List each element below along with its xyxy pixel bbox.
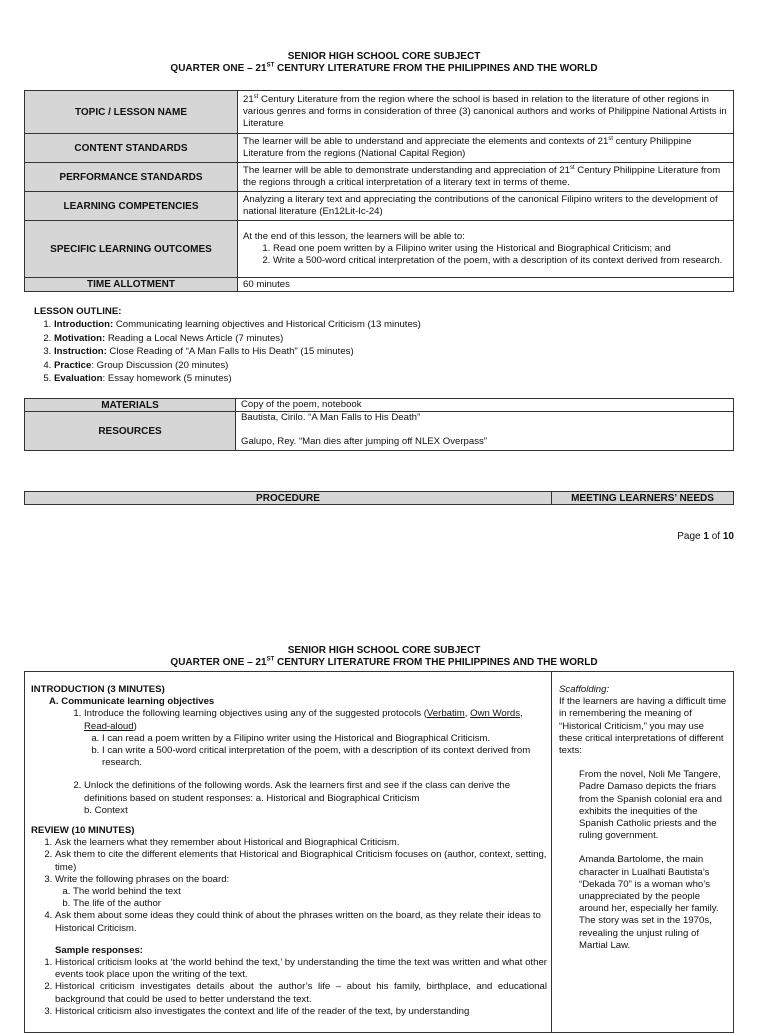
procedure-header <box>24 491 734 505</box>
learning-outcomes-label: SPECIFIC LEARNING OUTCOMES <box>25 221 238 278</box>
meeting-needs-label: MEETING LEARNERS’ NEEDS <box>552 492 734 505</box>
topic-label: TOPIC / LESSON NAME <box>25 91 238 134</box>
page-number: Page 1 of 10 <box>677 531 734 542</box>
header-line-2: QUARTER ONE – 21ST CENTURY LITERATURE FROM THE PHILIPPINES AND THE WORLD <box>170 62 598 74</box>
objective-item: b. I can write a 500-word critical interpretation of the poem, with a description of its context derived from research. <box>102 745 547 769</box>
time-allotment-value: 60 minutes <box>238 278 734 292</box>
introduction-heading: INTRODUCTION (3 MINUTES) <box>31 684 165 695</box>
document-header <box>0 51 768 75</box>
outline-item: 4. Practice: Group Discussion (20 minutes) <box>54 359 421 372</box>
resource-item: Bautista, Cirilo. “A Man Falls to His Death” <box>241 412 421 423</box>
phrase-item: a. The world behind the text <box>73 886 547 898</box>
introduction-steps <box>31 708 547 817</box>
list-item: 2. Ask them to cite the different elements that Historical and Biographical Criticism focuses on (author, context, setting, time) <box>55 849 547 873</box>
phrase-item: b. The life of the author <box>73 898 547 910</box>
objective-item: a. I can read a poem written by a Filipino writer using the Historical and Biographical Criticism. <box>102 733 547 745</box>
learning-competencies-value: Analyzing a literary text and appreciating the contributions of the canonical Filipino writers to the development of national literature (En12Lit-Ic-24) <box>238 192 734 221</box>
sample-responses-heading: Sample responses: <box>55 944 143 956</box>
content-standards-label: CONTENT STANDARDS <box>25 134 238 163</box>
list-item: 1. Introduce the following learning objectives using any of the suggested protocols (Verbatim, Own Words, Read-aloud) a. I can read a poem written by a Filipino writer using the Historical and Biographical Criticism. b. I can write a 500-word critical interpretation of the poem, with a description of its context derived from research. <box>84 708 547 780</box>
lesson-info-table <box>24 90 734 292</box>
procedure-label: PROCEDURE <box>25 492 552 505</box>
list-item: 1. Historical criticism looks at ‘the world behind the text,’ by understanding the time the text was written and what other events took place upon the writing of the text. <box>55 957 547 981</box>
learning-competencies-label: LEARNING COMPETENCIES <box>25 192 238 221</box>
lesson-outline <box>34 305 421 385</box>
outline-item: 5. Evaluation: Essay homework (5 minutes) <box>54 372 421 385</box>
list-item: 4. Ask them about some ideas they could think of about the phrases written on the board, as they relate their ideas to Historical Criticism. <box>55 910 547 934</box>
procedure-content <box>24 671 734 1033</box>
learning-outcomes-value: At the end of this lesson, the learners will be able to: 1. Read one poem written by a Filipino writer using the Historical and Biographical Criticism; and 2. Write a 500-word critical interpretation of the poem, with a description of its context derived from research. <box>238 221 734 278</box>
outline-item: 1. Introduction: Communicating learning objectives and Historical Criticism (13 minutes) <box>54 318 421 331</box>
lesson-outline-title: LESSON OUTLINE: <box>34 306 122 317</box>
scaffolding-intro: If the learners are having a difficult time in remembering the meaning of “Historical Criticism,” you may use these critical interpretations of different texts: <box>559 696 727 757</box>
list-item: 1. Ask the learners what they remember about Historical and Biographical Criticism. <box>55 837 547 849</box>
performance-standards-label: PERFORMANCE STANDARDS <box>25 163 238 192</box>
review-steps <box>31 837 547 935</box>
scaffolding-example: Amanda Bartolome, the main character in Lualhati Bautista’s “Dekada 70” is a woman who’s unappreciated by the people around her, especially her family. The story was set in the 1970s, revealing the unjust ruling of Martial Law. <box>579 854 719 951</box>
materials-value: Copy of the poem, notebook <box>236 399 734 412</box>
objectives-heading: A. Communicate learning objectives <box>49 696 215 708</box>
materials-label: MATERIALS <box>25 399 236 412</box>
header-line-2: QUARTER ONE – 21ST CENTURY LITERATURE FROM THE PHILIPPINES AND THE WORLD <box>170 656 598 668</box>
review-heading: REVIEW (10 MINUTES) <box>31 825 135 837</box>
header-line-1: SENIOR HIGH SCHOOL CORE SUBJECT <box>287 51 481 62</box>
outline-item: 2. Motivation: Reading a Local News Article (7 minutes) <box>54 332 421 345</box>
scaffolding-title: Scaffolding: <box>559 684 610 695</box>
document-header-page-2 <box>0 645 768 669</box>
performance-standards-value: The learner will be able to demonstrate understanding and appreciation of 21st Century Philippine Literature from the regions through a critical interpretation of a literary text in terms of theme. <box>238 163 734 192</box>
topic-value: 21st Century Literature from the region where the school is based in relation to the literature of other regions in various genres and forms in consideration of three (3) canonical authors and works of Philippine National Artists in Literature <box>238 91 734 134</box>
procedure-main-column <box>25 672 552 1032</box>
time-allotment-label: TIME ALLOTMENT <box>25 278 238 292</box>
content-standards-value: The learner will be able to understand and appreciate the elements and contexts of 21st century Philippine Literature from the regions (National Capital Region) <box>238 134 734 163</box>
resources-label: RESOURCES <box>25 412 236 451</box>
list-item: 2. Unlock the definitions of the following words. Ask the learners first and see if the class can derive the definitions based on student responses: a. Historical and Biographical Criticism b. Context <box>84 780 547 817</box>
list-item: 2. Historical criticism investigates details about the author’s life – about his family, birthplace, and educational background that could be used to better understand the text. <box>55 981 547 1005</box>
meeting-needs-column <box>555 672 731 952</box>
outline-item: 3. Instruction: Close Reading of “A Man Falls to His Death” (15 minutes) <box>54 345 421 358</box>
resource-item: Galupo, Rey. “Man dies after jumping off NLEX Overpass” <box>241 436 487 447</box>
outcome-item: 2. Write a 500-word critical interpretation of the poem, with a description of its context derived from research. <box>273 255 728 267</box>
materials-table <box>24 398 734 451</box>
list-item: 3. Write the following phrases on the board: a. The world behind the text b. The life of the author <box>55 874 547 911</box>
resources-value <box>236 412 734 451</box>
sample-responses <box>31 957 547 1018</box>
scaffolding-example: From the novel, Noli Me Tangere, Padre Damaso depicts the friars from the Spanish colonial era and exhibits the inequities of the Spanish Catholic priests and the ruling government. <box>579 769 722 842</box>
outcome-item: 1. Read one poem written by a Filipino writer using the Historical and Biographical Criticism; and <box>273 243 728 255</box>
header-line-1: SENIOR HIGH SCHOOL CORE SUBJECT <box>287 645 481 656</box>
list-item: 3. Historical criticism also investigates the context and life of the reader of the text, by understanding <box>55 1006 547 1018</box>
